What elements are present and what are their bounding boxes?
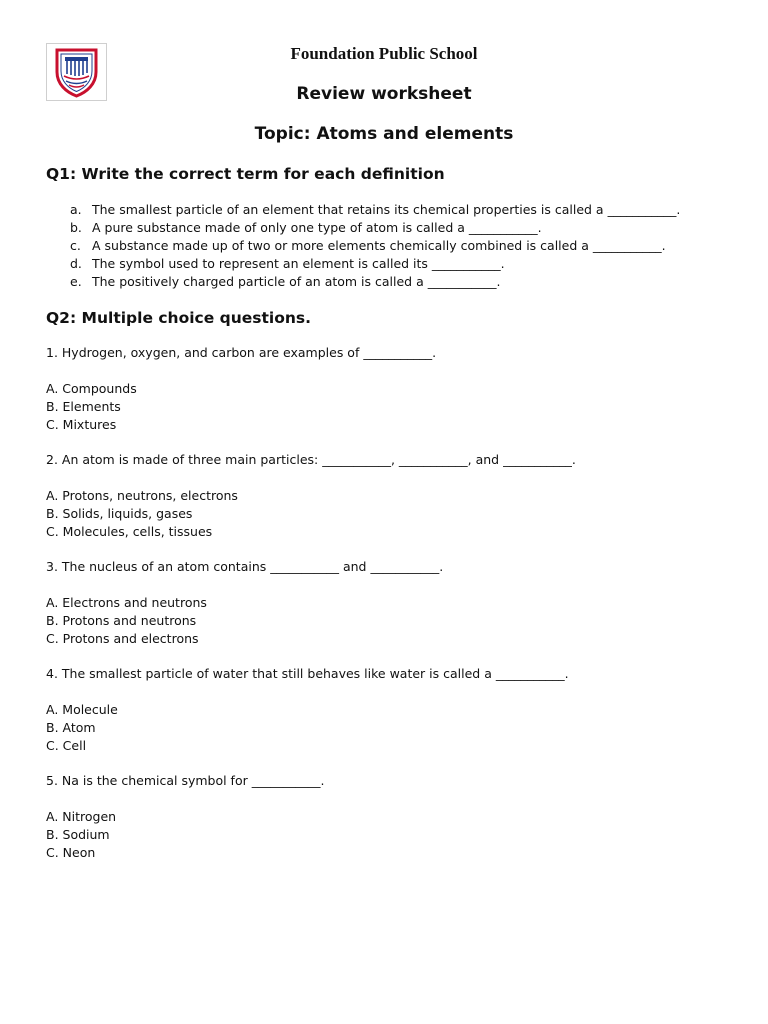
mcq-option: A. Nitrogen (46, 809, 117, 824)
q1-item (46, 237, 680, 255)
worksheet-title: Review worksheet (296, 84, 472, 104)
mcq-question-text: 5. Na is the chemical symbol for ___________. (46, 773, 325, 788)
mcq-options (46, 594, 576, 648)
mcq-option: B. Elements (46, 399, 121, 414)
mcq-question-text: 4. The smallest particle of water that still behaves like water is called a ___________. (46, 666, 569, 681)
q1-item-text: A pure substance made of only one type of atom is called a ___________. (92, 220, 542, 235)
q1-item-text: The smallest particle of an element that retains its chemical properties is called a ___________. (92, 202, 681, 217)
school-name: Foundation Public School (290, 44, 478, 63)
mcq-question-text: 1. Hydrogen, oxygen, and carbon are examples of ___________. (46, 345, 437, 360)
mcq-option: C. Neon (46, 845, 96, 860)
mcq-option: A. Electrons and neutrons (46, 595, 207, 610)
q1-item-marker: c. (70, 238, 81, 253)
q2-heading: Q2: Multiple choice questions. (46, 309, 312, 327)
q1-item-marker: d. (70, 256, 82, 271)
q2-question-list (46, 344, 576, 879)
mcq-question-text: 3. The nucleus of an atom contains ___________ and ___________. (46, 559, 444, 574)
mcq-option: C. Molecules, cells, tissues (46, 524, 213, 539)
q1-item-text: The symbol used to represent an element is called its ___________. (92, 256, 505, 271)
q1-item (46, 219, 680, 237)
q1-heading: Q1: Write the correct term for each definition (46, 165, 445, 183)
q1-item-marker: a. (70, 202, 82, 217)
q1-item (46, 201, 680, 219)
mcq-option: B. Atom (46, 720, 96, 735)
q1-item (46, 273, 680, 291)
q1-item (46, 255, 680, 273)
mcq-option: A. Molecule (46, 702, 118, 717)
mcq-option: A. Protons, neutrons, electrons (46, 488, 238, 503)
mcq-question-block (46, 772, 576, 862)
q1-item-text: The positively charged particle of an atom is called a ___________. (92, 274, 501, 289)
mcq-options (46, 380, 576, 434)
q1-definition-list (46, 201, 680, 291)
mcq-option: C. Cell (46, 738, 87, 753)
mcq-options (46, 701, 576, 755)
mcq-question-block (46, 451, 576, 541)
mcq-question-block (46, 558, 576, 648)
q1-item-marker: b. (70, 220, 82, 235)
mcq-option: C. Protons and electrons (46, 631, 199, 646)
mcq-option: B. Solids, liquids, gases (46, 506, 193, 521)
mcq-option: B. Sodium (46, 827, 110, 842)
mcq-option: A. Compounds (46, 381, 137, 396)
mcq-options (46, 487, 576, 541)
mcq-question-block (46, 344, 576, 434)
q1-item-text: A substance made up of two or more elements chemically combined is called a ___________. (92, 238, 666, 253)
mcq-option: C. Mixtures (46, 417, 117, 432)
q1-item-marker: e. (70, 274, 82, 289)
worksheet-topic: Topic: Atoms and elements (254, 124, 514, 144)
mcq-option: B. Protons and neutrons (46, 613, 197, 628)
mcq-question-text: 2. An atom is made of three main particles: ___________, ___________, and ___________. (46, 452, 576, 467)
mcq-options (46, 808, 576, 862)
mcq-question-block (46, 665, 576, 755)
